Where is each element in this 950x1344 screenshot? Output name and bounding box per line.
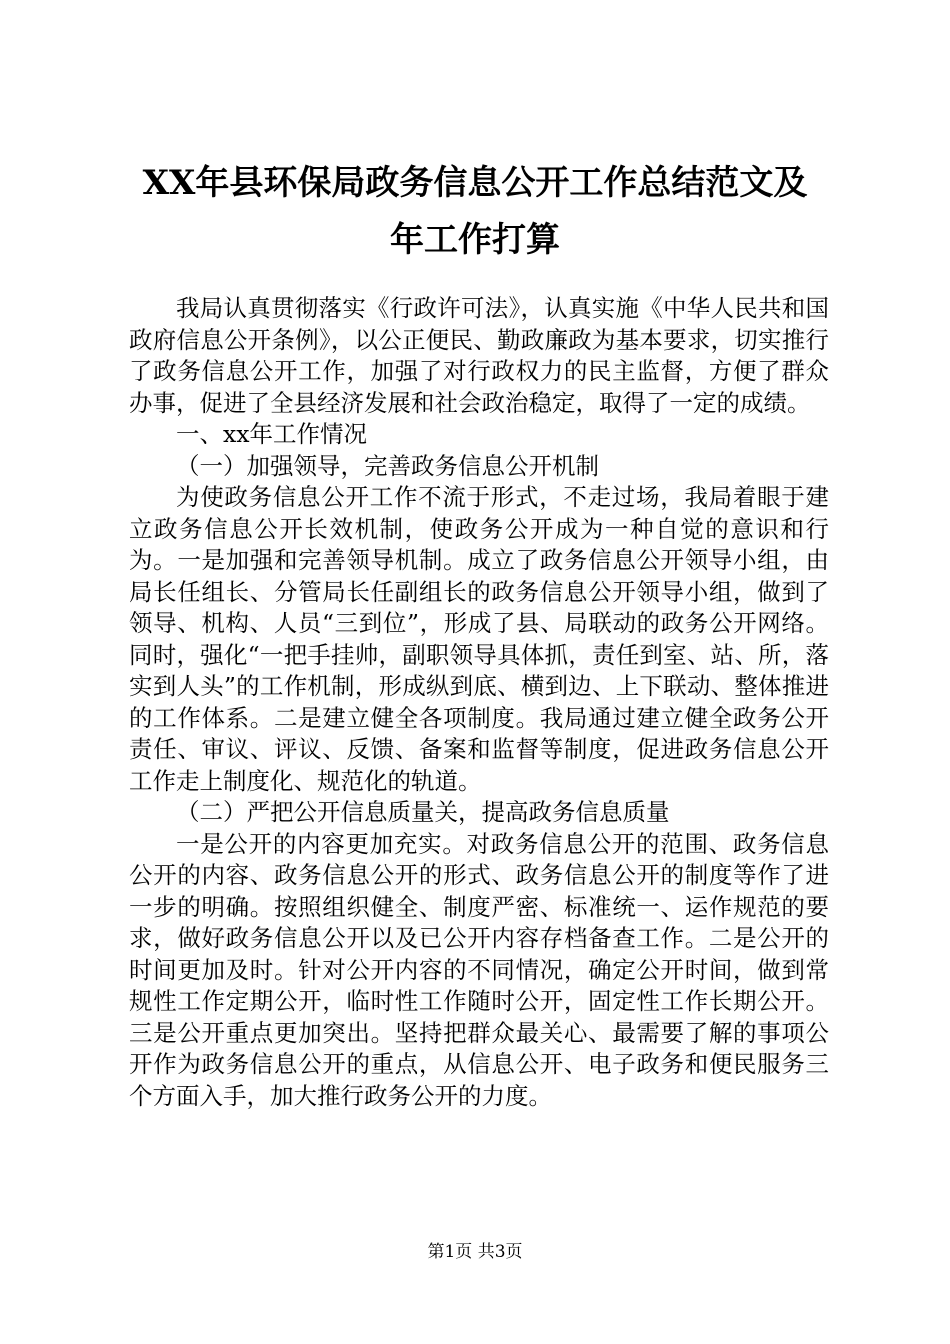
subsection-heading-2: （二）严把公开信息质量关，提高政务信息质量 bbox=[176, 798, 670, 826]
subsection-heading-1: （一）加强领导，完善政务信息公开机制 bbox=[176, 451, 599, 480]
paragraph-intro: 我局认真贯彻落实《行政许可法》，认真实施《中华人民共和国政府信息公开条例》，以公正便民、勤政廉政为基本要求，切实推行了政务信息公开工作，加强了对行政权力的民主监督，方便了群众办事，促进了全县经济发展和社会政治稳定，取得了一定的成绩。 bbox=[129, 294, 829, 417]
paragraph-leadership: 为使政务信息公开工作不流于形式，不走过场，我局着眼于建立政务信息公开长效机制，使政务公开成为一种自觉的意识和行为。一是加强和完善领导机制。成立了政务信息公开领导小组，由局长任组长、分管局长任副组长的政务信息公开领导小组，做到了领导、机构、人员“三到位”，形成了县、局联动的政务公开网络。同时，强化“一把手挂帅，副职领导具体抓，责任到室、站、所，落实到人头”的工作机制，形成纵到底、横到边、上下联动、整体推进的工作体系。二是建立健全各项制度。我局通过建立健全政务公开责任、审议、评议、反馈、备案和监督等制度，促进政务信息公开工作走上制度化、规范化的轨道。 bbox=[129, 483, 829, 795]
paragraph-quality: 一是公开的内容更加充实。对政务信息公开的范围、政务信息公开的内容、政务信息公开的形式、政务信息公开的制度等作了进一步的明确。按照组织健全、制度严密、标准统一、运作规范的要求，做好政务信息公开以及已公开内容存档备查工作。二是公开的时间更加及时。针对公开内容的不同情况，确定公开时间，做到常规性工作定期公开，临时性工作随时公开，固定性工作长期公开。三是公开重点更加突出。坚持把群众最关心、最需要了解的事项公开作为政务信息公开的重点，从信息公开、电子政务和便民服务三个方面入手，加大推行政务公开的力度。 bbox=[129, 829, 829, 1110]
page-footer: 第1页 共3页 bbox=[427, 1242, 523, 1262]
section-heading-1: 一、xx年工作情况 bbox=[176, 420, 368, 448]
document-body bbox=[129, 293, 829, 1112]
document-title-line-1: XX年县环保局政务信息公开工作总结范文及 bbox=[142, 163, 808, 203]
document-title-line-2: 年工作打算 bbox=[390, 220, 560, 260]
